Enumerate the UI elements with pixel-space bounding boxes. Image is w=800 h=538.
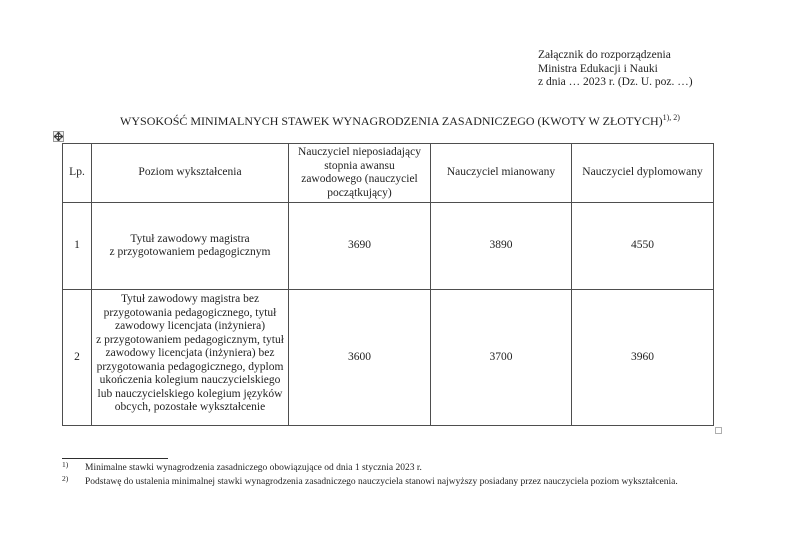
column-header-beginner-teacher: Nauczyciel nieposiadający stopnia awansu zawodowego (nauczyciel początkujący) bbox=[289, 144, 431, 203]
footnote-1-text: Minimalne stawki wynagrodzenia zasadniczego obowiązujące od dnia 1 stycznia 2023 r. bbox=[85, 463, 422, 473]
table-row bbox=[63, 203, 714, 290]
move-icon bbox=[54, 132, 63, 141]
row-2-lp: 2 bbox=[63, 290, 92, 426]
footnote-2-text: Podstawę do ustalenia minimalnej stawki wynagrodzenia zasadniczego nauczyciela stanowi najwyższy posiadany przez nauczyciela poziom wykształcenia. bbox=[85, 477, 678, 487]
footnote-1-marker: 1) bbox=[62, 460, 69, 469]
annex-header bbox=[538, 49, 693, 90]
footnote-1 bbox=[62, 461, 762, 475]
document-title bbox=[0, 114, 800, 129]
salary-table bbox=[62, 143, 714, 426]
column-header-appointed-teacher: Nauczyciel mianowany bbox=[431, 144, 572, 203]
salary-table-container bbox=[62, 143, 714, 426]
table-move-handle[interactable] bbox=[53, 131, 64, 142]
footnote-2 bbox=[62, 475, 762, 489]
table-row bbox=[63, 290, 714, 426]
annex-line-1: Załącznik do rozporządzenia bbox=[538, 49, 671, 61]
column-header-lp: Lp. bbox=[63, 144, 92, 203]
row-1-lp: 1 bbox=[63, 203, 92, 290]
footnote-2-marker: 2) bbox=[62, 474, 69, 483]
table-resize-handle[interactable] bbox=[715, 427, 722, 434]
document-title-text: WYSOKOŚĆ MINIMALNYCH STAWEK WYNAGRODZENIA ZASADNICZEGO (KWOTY W ZŁOTYCH) bbox=[120, 114, 663, 128]
row-2-appointed-rate: 3700 bbox=[431, 290, 572, 426]
column-header-education-level: Poziom wykształcenia bbox=[92, 144, 289, 203]
document-title-superscript: 1), 2) bbox=[662, 113, 680, 122]
row-1-education-level: Tytuł zawodowy magistra z przygotowaniem pedagogicznym bbox=[92, 203, 289, 290]
table-header-row bbox=[63, 144, 714, 203]
row-2-beginner-rate: 3600 bbox=[289, 290, 431, 426]
footnotes bbox=[62, 461, 762, 489]
row-2-chartered-rate: 3960 bbox=[572, 290, 714, 426]
row-1-appointed-rate: 3890 bbox=[431, 203, 572, 290]
row-2-education-level: Tytuł zawodowy magistra bez przygotowania pedagogicznego, tytuł zawodowy licencjata (inżyniera) z przygotowaniem pedagogicznym, tytuł zawodowy licencjata (inżyniera) bez przygotowania pedagogicznego, dyplom ukończenia kolegium nauczycielskiego lub nauczycielskiego kolegium języków obcych, pozostałe wykształcenie bbox=[92, 290, 289, 426]
row-1-beginner-rate: 3690 bbox=[289, 203, 431, 290]
row-1-chartered-rate: 4550 bbox=[572, 203, 714, 290]
annex-line-2: Ministra Edukacji i Nauki bbox=[538, 62, 658, 75]
annex-line-3: z dnia … 2023 r. (Dz. U. poz. …) bbox=[538, 76, 693, 88]
column-header-chartered-teacher: Nauczyciel dyplomowany bbox=[572, 144, 714, 203]
